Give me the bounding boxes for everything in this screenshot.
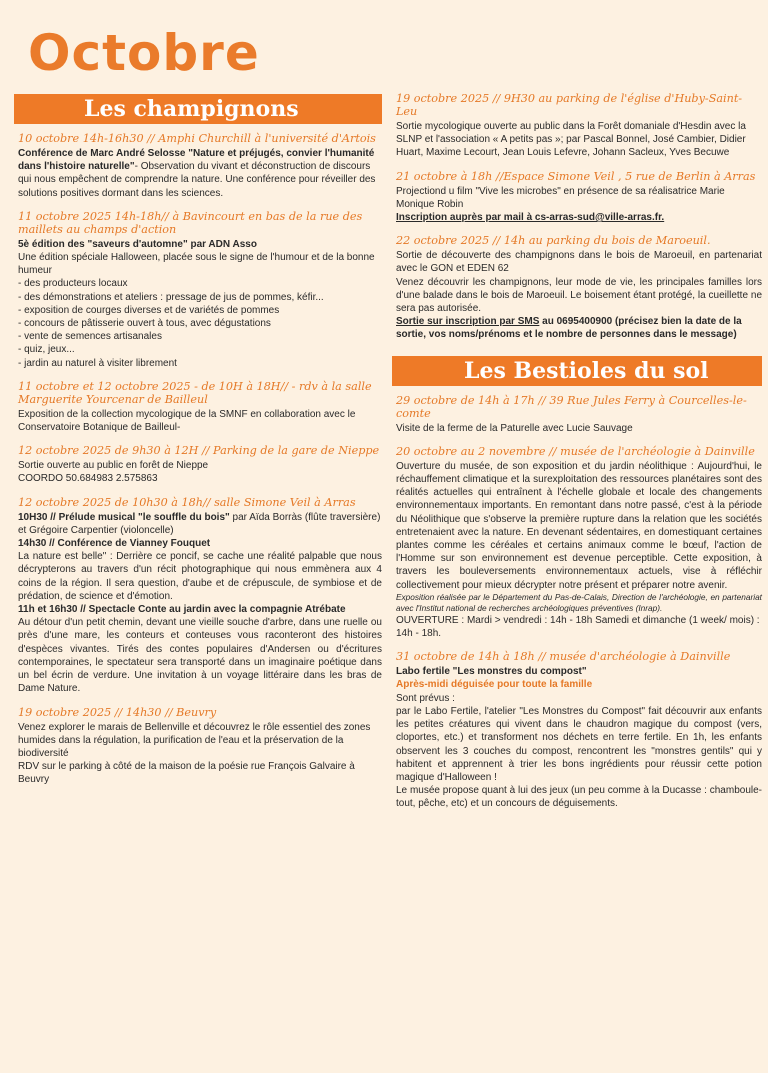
- event-block: [392, 92, 762, 160]
- event-line: Une édition spéciale Halloween, placée sous le signe de l'humour et de la bonne humeur: [18, 252, 375, 277]
- event-block: [14, 706, 382, 787]
- event-text: Au détour d'un petit chemin, devant une vieille souche d'arbre, dans une ruelle ou près d'une mare, les conteurs et conteuses vous raconteront des histoires d'espèces vivantes. Tirés des contes populaires d'Andersen ou d'écritures contemporaines, le spectateur sera transporté dans un imaginaire poétique dans un bel écrin de verdure. Une invitation à un voyage littéraire dans les bras de Dame Nature.: [18, 617, 382, 695]
- event-headline: 14h30 // Conférence de Vianney Fouquet: [18, 538, 211, 550]
- event-title: 21 octobre à 18h //Espace Simone Veil , 5 rue de Berlin à Arras: [396, 169, 756, 183]
- event-block: [14, 132, 382, 200]
- event-headline: Labo fertile "Les monstres du compost": [396, 666, 587, 678]
- event-body: [392, 422, 762, 435]
- event-text: Sortie mycologique ouverte au public dans la Forêt domaniale d'Hesdin avec la SLNP et l'association « A petits pas »; par Pascal Bonnel, José Cambier, Didier Huart, Maxime Lecourt, Jean Louis Lefevre, Johann Sacleux, Yves Becuwe: [396, 121, 746, 159]
- event-body: [392, 460, 762, 640]
- event-line: Sortie ouverte au public en forêt de Nieppe: [18, 460, 209, 472]
- event-title: 12 octobre 2025 de 9h30 à 12H // Parking de la gare de Nieppe: [18, 444, 380, 458]
- exhibition-credit: Exposition réalisée par le Département du Pas-de-Calais, Direction de l'archéologie, en partenariat avec l'Institut national de recherches archéologiques préventives (Inrap).: [396, 591, 762, 613]
- right-column: [392, 92, 762, 821]
- event-text: - Observation du vivant et déconstruction de discours qui nous empêchent de comprendre la nature. Une conférence pour réveiller des solutions positives dormant dans les sciences.: [18, 161, 376, 199]
- event-text: Le musée propose quant à lui des jeux (un peu comme à la Ducasse : chamboule-tout, pêche, etc) et un concours de déguisements.: [396, 785, 762, 810]
- event-title: 20 octobre au 2 novembre // musée de l'archéologie à Dainville: [396, 444, 755, 458]
- event-text: par le Labo Fertile, l'atelier "Les Monstres du Compost" fait découvrir aux enfants les petites créatures qui vivent dans le chaudron magique du compost (vers, cloportes, etc.) et transforment nos déchets en terre fertile. En 1h, les enfants observent les 3 couches du compost, rencontrent les "monstres gentils" qui y habitent et apprennent à trier les bons ingrédients pour réussir cette potion magique d'Halloween !: [396, 705, 762, 783]
- registration-email-link[interactable]: Inscription auprès par mail à cs-arras-sud@ville-arras.fr.: [396, 212, 665, 224]
- event-text: Ouverture du musée, de son exposition et du jardin néolithique : Aujourd'hui, le réchauffement climatique et la surexploitation des ressources planétaires sont des réalités actuelles qui entraînent à l'échelle globale et locale des changements environnementaux importants. En remontant dans notre passé, c'est à la période du Néolithique que s'observe la première rupture dans la relation que les sociétés entretenaient avec la nature. En devenant sédentaires, en domestiquant certaines plantes comme les céréales et certains animaux comme le bœuf, l'action de l'Homme sur son environnement est devenue perceptible. Cette exposition, à travers les bouleversements environnementaux actuels, vise à réfléchir collectivement pour mieux décrypter notre présent et préparer notre avenir.: [396, 460, 762, 591]
- event-block: [14, 380, 382, 434]
- event-headline: Conférence de Marc André Selosse "Nature et préjugés, convier l'humanité dans l'histoire naturelle": [18, 148, 375, 173]
- event-line: - jardin au naturel à visiter librement: [18, 357, 177, 369]
- event-title: 10 octobre 14h-16h30 // Amphi Churchill à l'université d'Artois: [18, 132, 376, 145]
- event-body: [392, 665, 762, 810]
- opening-hours: OUVERTURE : Mardi > vendredi : 14h - 18h Samedi et dimanche (1 week/ mois) : 14h - 18h.: [396, 614, 760, 640]
- event-title: 29 octobre de 14h à 17h // 39 Rue Jules Ferry à Courcelles-le-comte: [396, 393, 747, 420]
- event-text: par Aïda Borràs (flûte traversière) et Grégoire Carpentier (violoncelle): [18, 511, 381, 536]
- sms-registration: Sortie sur inscription par SMS: [396, 316, 540, 328]
- event-line: Sont prévus :: [396, 692, 455, 704]
- event-block: [392, 445, 762, 640]
- event-body: [14, 721, 382, 787]
- event-text: Visite de la ferme de la Paturelle avec Lucie Sauvage: [396, 422, 633, 434]
- page-title: Octobre: [28, 24, 260, 82]
- event-block: [14, 496, 382, 696]
- event-subtitle: Après-midi déguisée pour toute la famille: [396, 679, 593, 691]
- event-block: [14, 444, 382, 485]
- event-block: [392, 650, 762, 810]
- event-text: Exposition de la collection mycologique de la SMNF en collaboration avec le Conservatoire Botanique de Bailleul-: [18, 408, 356, 434]
- event-title: 11 octobre et 12 octobre 2025 - de 10H à 18H// - rdv à la salle Marguerite Yourcenar de Bailleul: [18, 379, 372, 406]
- event-text: Venez explorer le marais de Bellenville et découvrez le rôle essentiel des zones humides dans la régulation, la purification de l'eau et la préservation de la biodiversité: [18, 721, 371, 759]
- section-title-champignons: Les champignons: [14, 94, 382, 124]
- event-text: au 0695400900 (précisez bien la date de la sortie, vos noms/prénoms et le nombre de personnes dans le message): [396, 316, 742, 341]
- event-headline: 11h et 16h30 // Spectacle Conte au jardin avec la compagnie Atrébate: [18, 604, 346, 616]
- event-line: - des producteurs locaux: [18, 278, 128, 290]
- event-block: [14, 210, 382, 370]
- event-title: 31 octobre de 14h à 18h // musée d'archéologie à Dainville: [396, 650, 731, 664]
- event-title: 11 octobre 2025 14h-18h// à Bavincourt en bas de la rue des maillets au champs d'action: [18, 209, 363, 236]
- event-line: - quiz, jeux...: [18, 344, 75, 356]
- event-line: - exposition de courges diverses et de variétés de pommes: [18, 304, 280, 316]
- event-body: [392, 185, 762, 225]
- event-line: COORDO 50.684983 2.575863: [18, 473, 158, 485]
- event-body: [392, 120, 762, 160]
- event-body: [14, 511, 382, 696]
- event-headline: 5è édition des "saveurs d'automne" par ADN Asso: [18, 238, 257, 250]
- event-text: RDV sur le parking à côté de la maison de la poésie rue François Galvaire à Beuvry: [18, 761, 355, 786]
- event-line: - des démonstrations et ateliers : pressage de jus de pommes, kéfir...: [18, 291, 324, 303]
- event-text: Venez découvrir les champignons, leur mode de vie, les principales familles lors d'une balade dans le bois de Maroeuil. Le boisement étant protégé, la cueillette ne sera pas autorisée.: [396, 276, 762, 315]
- section-title-bestioles: Les Bestioles du sol: [392, 356, 762, 386]
- event-headline: 10H30 // Prélude musical "le souffle du bois": [18, 511, 230, 523]
- event-text: La nature est belle" : Derrière ce poncif, se cache une réalité palpable que nous décrypterons au travers d'un récit photographique qui nous emmènera aux 4 coins de la région. Il sera question, d'aube et de crépuscule, de symbiose et de prédation, de science et d'émotion.: [18, 551, 382, 602]
- event-title: 19 octobre 2025 // 14h30 // Beuvry: [18, 705, 217, 719]
- event-body: [14, 408, 382, 434]
- event-body: [14, 459, 382, 485]
- event-body: [14, 238, 382, 370]
- left-column: [14, 94, 382, 797]
- event-title: 19 octobre 2025 // 9H30 au parking de l'église d'Huby-Saint-Leu: [396, 92, 743, 118]
- event-line: - concours de pâtisserie ouvert à tous, avec dégustations: [18, 318, 271, 330]
- event-body: [14, 147, 382, 200]
- event-title: 22 octobre 2025 // 14h au parking du bois de Maroeuil.: [396, 234, 711, 248]
- event-body: [392, 249, 762, 341]
- event-block: [392, 170, 762, 225]
- event-line: - vente de semences artisanales: [18, 331, 162, 343]
- event-block: [392, 234, 762, 341]
- event-text: Sortie de découverte des champignons dans le bois de Maroeuil, en partenariat avec le GON et EDEN 62: [396, 250, 762, 275]
- event-title: 12 octobre 2025 de 10h30 à 18h// salle Simone Veil à Arras: [18, 495, 356, 509]
- event-block: [392, 394, 762, 435]
- event-text: Projectiond u film "Vive les microbes" en présence de sa réalisatrice Marie Monique Robin: [396, 185, 725, 210]
